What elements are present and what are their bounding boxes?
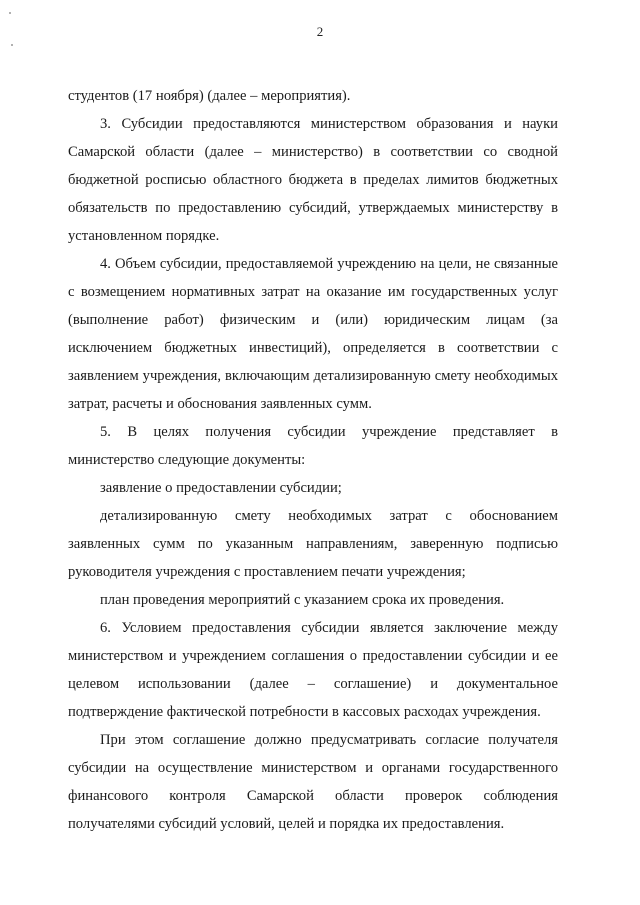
list-item-estimate: детализированную смету необходимых затрат с обоснованием заявленных сумм по указанным направлениям, заверенную подписью руководителя учреждения с проставлением печати учреждения; — [68, 508, 558, 580]
scan-speck — [11, 44, 13, 46]
page-number: 2 — [316, 24, 324, 39]
scan-speck — [9, 12, 11, 14]
paragraph-5: 5. В целях получения субсидии учреждение представляет в министерство следующие документы: — [68, 424, 558, 468]
list-item-application: заявление о предоставлении субсидии; — [100, 480, 342, 496]
paragraph-4: 4. Объем субсидии, предоставляемой учреждению на цели, не связанные с возмещением нормативных затрат на оказание им государственных услуг (выполнение работ) физическим и (или) юридическим лицам (за исключением бюджетных инвестиций), определяется в соответствии с заявлением учреждения, включающим детализированную смету необходимых затрат, расчеты и обоснования заявленных сумм. — [68, 256, 558, 412]
paragraph-continuation: студентов (17 ноября) (далее – мероприятия). — [68, 88, 351, 104]
paragraph-6-agreement-note: При этом соглашение должно предусматривать согласие получателя субсидии на осуществление министерством и органами государственного финансового контроля Самарской области проверок соблюдения получателями субсидий условий, целей и порядка их предоставления. — [68, 732, 558, 832]
paragraph-3: 3. Субсидии предоставляются министерством образования и науки Самарской области (далее – министерство) в соответствии со сводной бюджетной росписью областного бюджета в пределах лимитов бюджетных обязательств по предоставлению субсидий, утверждаемых министерству в установленном порядке. — [68, 116, 558, 244]
document-body — [68, 82, 558, 838]
list-item-plan: план проведения мероприятий с указанием срока их проведения. — [100, 592, 505, 608]
paragraph-6: 6. Условием предоставления субсидии является заключение между министерством и учреждением соглашения о предоставлении субсидии и ее целевом использовании (далее – соглашение) и документальное подтверждение фактической потребности в кассовых расходах учреждения. — [68, 620, 558, 720]
